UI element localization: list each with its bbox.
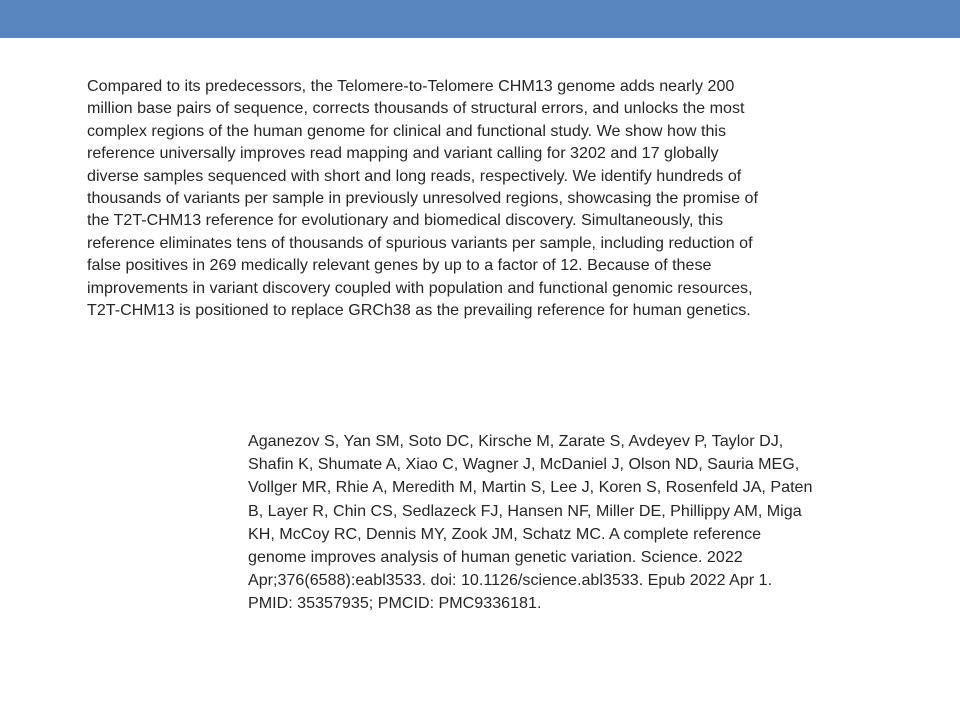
header-bar: [0, 0, 960, 38]
abstract-line: T2T-CHM13 is positioned to replace GRCh38 as the prevailing reference for human genetics.: [87, 301, 751, 320]
citation-line: genome improves analysis of human genetic variation. Science. 2022: [248, 548, 743, 567]
citation-reference: [248, 430, 913, 616]
citation-line: Shafin K, Shumate A, Xiao C, Wagner J, McDaniel J, Olson ND, Sauria MEG,: [248, 455, 800, 474]
abstract-line: improvements in variant discovery coupled with population and functional genomic resources,: [87, 278, 753, 297]
abstract-line: reference universally improves read mapping and variant calling for 3202 and 17 globally: [87, 144, 719, 163]
abstract-line: reference eliminates tens of thousands of spurious variants per sample, including reduction of: [87, 233, 753, 252]
abstract-line: the T2T-CHM13 reference for evolutionary and biomedical discovery. Simultaneously, this: [87, 211, 724, 230]
citation-line: Apr;376(6588):eabl3533. doi: 10.1126/science.abl3533. Epub 2022 Apr 1.: [248, 571, 773, 590]
abstract-line: Compared to its predecessors, the Telomere-to-Telomere CHM13 genome adds nearly 200: [87, 77, 735, 95]
abstract-line: complex regions of the human genome for clinical and functional study. We show how this: [87, 121, 727, 140]
abstract-line: million base pairs of sequence, corrects thousands of structural errors, and unlocks the most: [87, 99, 745, 118]
abstract-line: diverse samples sequenced with short and long reads, respectively. We identify hundreds of: [87, 166, 742, 185]
citation-line: Aganezov S, Yan SM, Soto DC, Kirsche M, Zarate S, Avdeyev P, Taylor DJ,: [248, 432, 784, 450]
citation-line: Vollger MR, Rhie A, Meredith M, Martin S, Lee J, Koren S, Rosenfeld JA, Paten: [248, 478, 813, 497]
abstract-paragraph: [87, 75, 887, 321]
citation-line: B, Layer R, Chin CS, Sedlazeck FJ, Hansen NF, Miller DE, Phillippy AM, Miga: [248, 501, 802, 520]
abstract-line: thousands of variants per sample in previously unresolved regions, showcasing the promise of: [87, 189, 758, 208]
citation-line: KH, McCoy RC, Dennis MY, Zook JM, Schatz MC. A complete reference: [248, 524, 762, 543]
citation-line: PMID: 35357935; PMCID: PMC9336181.: [248, 594, 542, 613]
abstract-line: false positives in 269 medically relevant genes by up to a factor of 12. Because of these: [87, 256, 712, 275]
